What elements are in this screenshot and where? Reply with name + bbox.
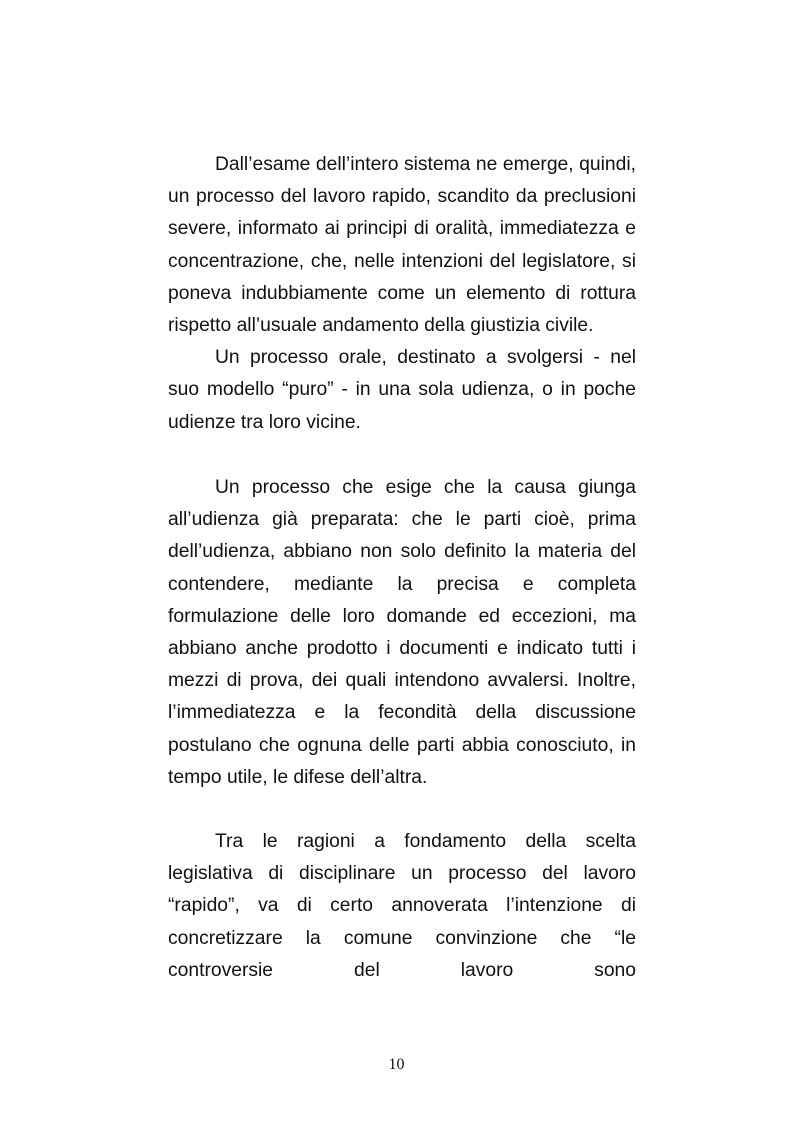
paragraph-3: Un processo che esige che la causa giunga all’udienza già preparata: che le parti cioè, prima dell’udienza, abbiano non solo definito la materia del contendere, mediante la precisa e completa formulazione delle loro domande ed eccezioni, ma abbiano anche prodotto i documenti e indicato tutti i mezzi di prova, dei quali intendono avvalersi. Inoltre, l’immediatezza e la fecondità della discussione postulano che ognuna delle parti abbia conosciuto, in tempo utile, le difese dell’altra.	[168, 477, 636, 788]
paragraph-4: Tra le ragioni a fondamento della scelta legislativa di disciplinare un processo del lavoro “rapido”, va di certo annoverata l’intenzione di concretizzare la comune convinzione che “le controversie del lavoro sono	[168, 831, 636, 981]
body-text-section-1	[168, 149, 636, 439]
body-text-section-3	[168, 826, 636, 987]
paragraph-2: Un processo orale, destinato a svolgersi - nel suo modello “puro” - in una sola udienza, o in poche udienze tra loro vicine.	[168, 347, 636, 433]
paragraph-1: Dall’esame dell’intero sistema ne emerge, quindi, un processo del lavoro rapido, scandito da preclusioni severe, informato ai principi di oralità, immediatezza e concentrazione, che, nelle intenzioni del legislatore, si poneva indubbiamente come un elemento di rottura rispetto all’usuale andamento della giustizia civile.	[168, 154, 636, 337]
body-text-section-2	[168, 472, 636, 794]
page-number: 10	[388, 1056, 405, 1073]
